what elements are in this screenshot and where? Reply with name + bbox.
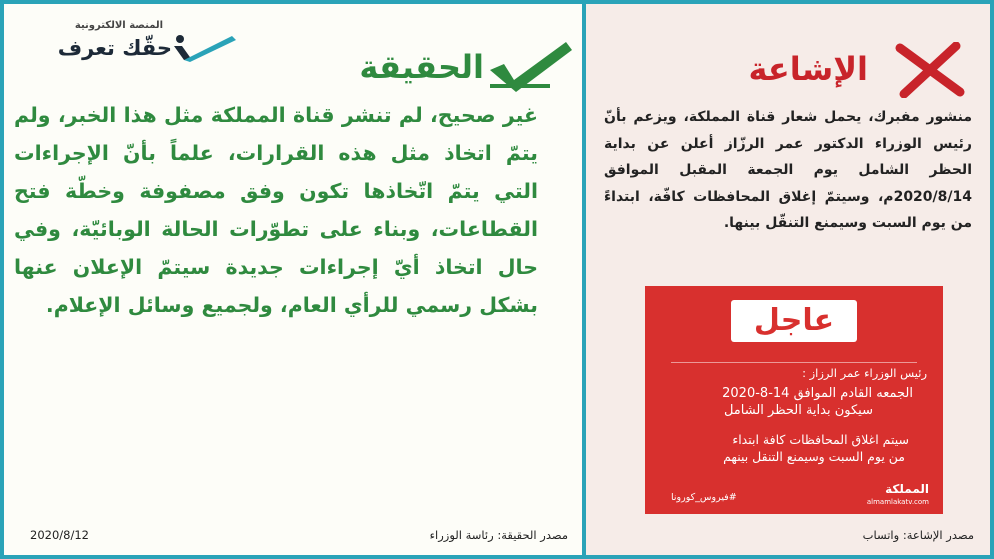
news-line-3: سيتم اغلاق المحافظات كافة ابتداء	[732, 432, 909, 447]
rumor-text: منشور مفبرك، يحمل شعار قناة المملكة، ويزعم بأنّ رئيس الوزراء الدكتور عمر الرزّاز أعلن عن بداية الحظر الشامل يوم الجمعة المقبل الموافق 2020/8/14م، وسيتمّ إغلاق المحافظات كافّة، ابتداءً من يوم السبت وسيمنع التنقّل بينها.	[604, 109, 972, 231]
platform-logo	[20, 14, 240, 64]
truth-header	[312, 40, 582, 96]
news-intro: رئيس الوزراء عمر الرزاز :	[802, 366, 927, 380]
news-brand-logo: المملكة	[885, 482, 929, 496]
news-url: almamlakatv.com	[866, 498, 929, 506]
rumor-title: الإشاعة	[748, 50, 868, 88]
logo-name: حقّك تعرف	[57, 36, 172, 60]
truth-source: مصدر الحقيقة: رئاسة الوزراء	[429, 528, 568, 542]
fake-news-image	[645, 286, 943, 514]
truth-text: غير صحيح، لم تنشر قناة المملكة مثل هذا الخبر، ولم يتمّ اتخاذ مثل هذه القرارات، علماً بأنّ الإجراءات التي يتمّ اتّخاذها تكون وفق مصفوفة وخطّة فتح القطاعات، وبناء على تطوّرات الحالة الوبائيّة، وفي حال اتخاذ أيّ إجراءات جديدة سيتمّ الإعلان عنها بشكل رسمي للرأي العام، ولجميع وسائل الإعلام.	[14, 103, 538, 317]
check-icon	[486, 40, 576, 92]
truth-title: الحقيقة	[359, 48, 484, 86]
x-icon	[890, 42, 970, 98]
breaking-badge: عاجل	[731, 300, 857, 342]
news-divider	[671, 362, 917, 363]
news-line-1: الجمعه القادم الموافق 14-8-2020	[722, 386, 913, 401]
truth-date: 2020/8/12	[30, 528, 89, 542]
rumor-header	[690, 40, 990, 100]
news-line-4: من يوم السبت وسيمنع التنقل بينهم	[723, 449, 905, 464]
logo-subtitle: المنصة الالكترونية	[74, 20, 164, 31]
checkmark-person-logo-icon	[170, 32, 240, 62]
news-hashtag: #فيروس_كورونا	[671, 492, 737, 503]
news-line-2: سيكون بداية الحظر الشامل	[723, 403, 873, 418]
rumor-source: مصدر الإشاعة: واتساب	[862, 528, 974, 542]
